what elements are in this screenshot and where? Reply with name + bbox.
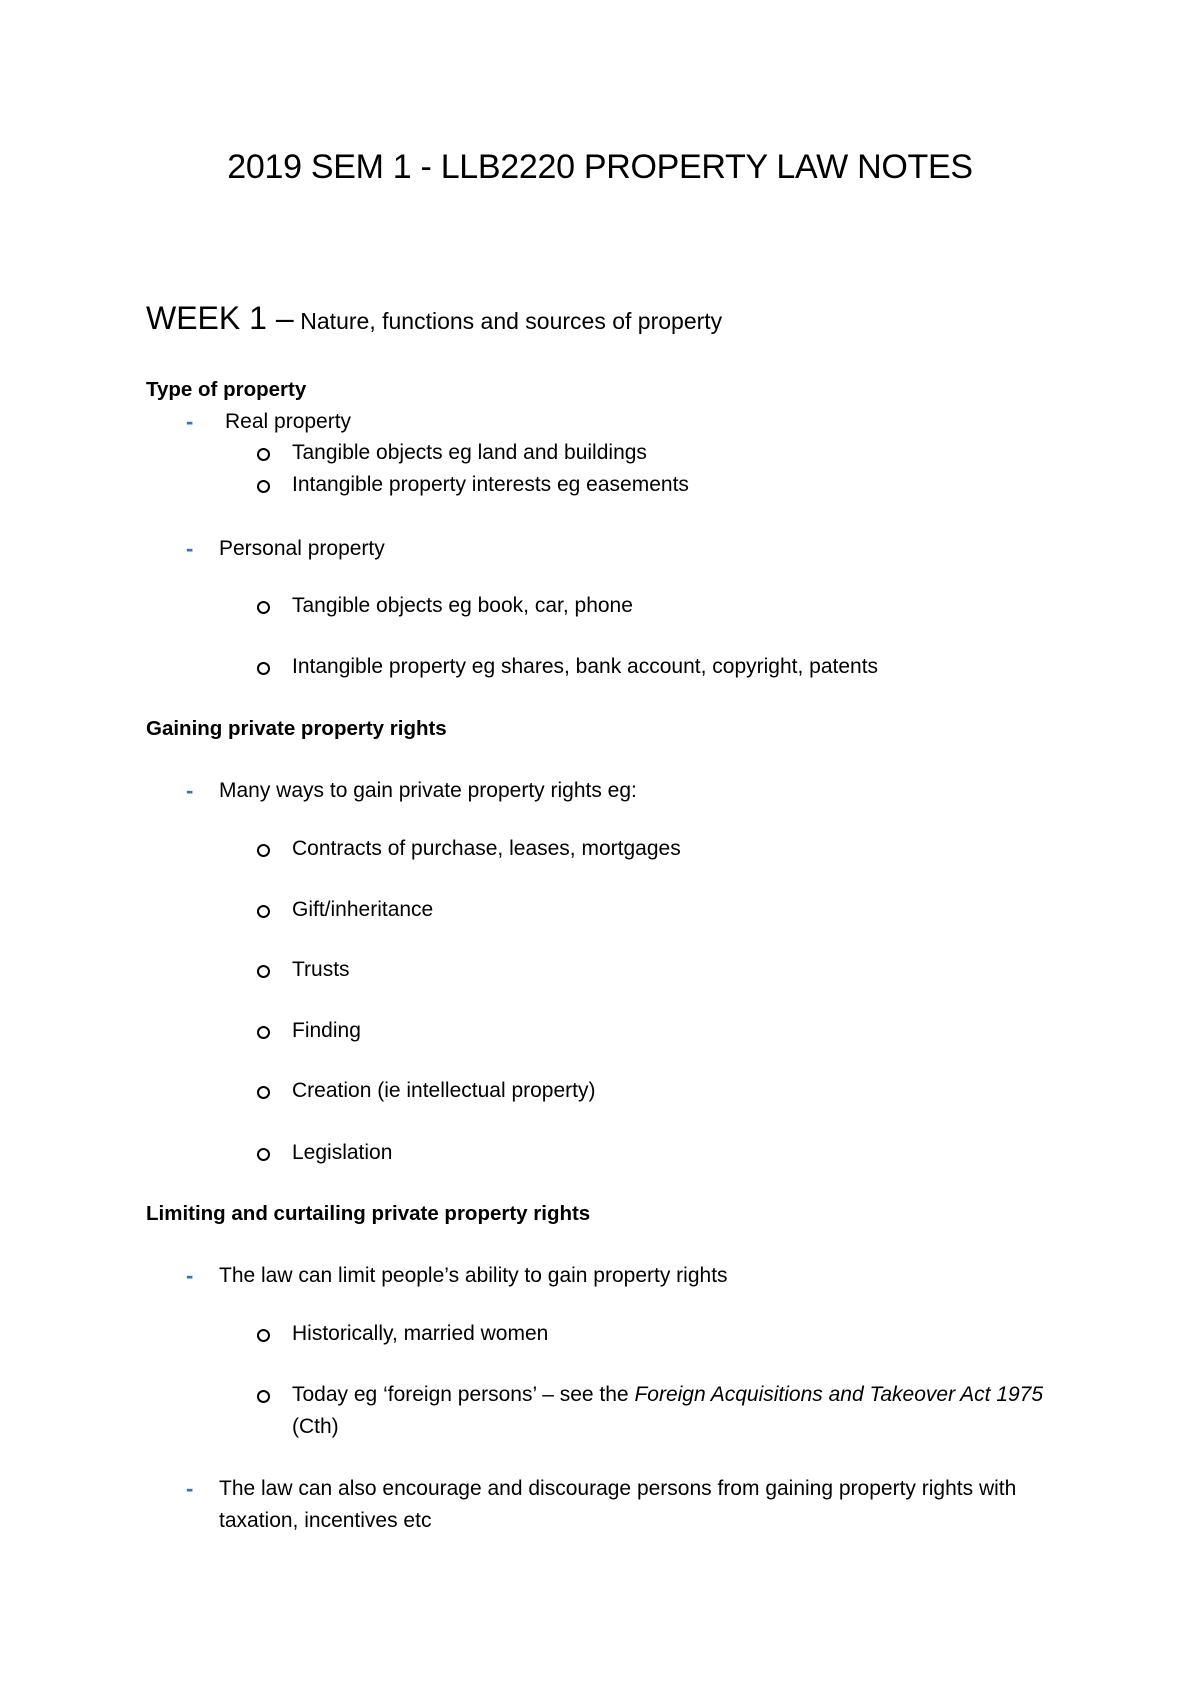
list-item-limit-point: The law can limit people’s ability to gain property rights	[219, 1264, 728, 1287]
list-item: Finding	[292, 1019, 361, 1042]
today-prefix: Today eg ‘foreign persons’ – see the	[292, 1383, 635, 1406]
circle-bullet-icon	[257, 601, 270, 614]
dash-bullet: -	[186, 1263, 194, 1288]
act-name: Foreign Acquisitions and Takeover Act 1975	[634, 1383, 1044, 1406]
list-item-foreign-persons	[292, 1379, 1082, 1443]
dash-bullet: -	[186, 536, 194, 561]
circle-bullet-icon	[257, 905, 270, 918]
circle-bullet-icon	[257, 662, 270, 675]
list-item: Legislation	[292, 1141, 393, 1164]
circle-bullet-icon	[257, 1148, 270, 1161]
list-item: Tangible objects eg land and buildings	[292, 441, 647, 464]
circle-bullet-icon	[257, 1086, 270, 1099]
list-item-gaining-intro: Many ways to gain private property rights eg:	[219, 779, 637, 802]
section-heading-gaining: Gaining private property rights	[146, 717, 447, 740]
list-item-personal-property: Personal property	[219, 537, 385, 560]
list-item-encourage-point: The law can also encourage and discourage persons from gaining property rights with taxation, incentives etc	[219, 1477, 1017, 1532]
list-item: Tangible objects eg book, car, phone	[292, 594, 633, 617]
circle-bullet-icon	[257, 844, 270, 857]
list-item: Historically, married women	[292, 1322, 549, 1345]
today-suffix: (Cth)	[292, 1415, 339, 1438]
circle-bullet-icon	[257, 480, 270, 493]
week-subtitle: Nature, functions and sources of property	[300, 308, 723, 334]
week-label: WEEK 1 –	[146, 300, 294, 336]
circle-bullet-icon	[257, 448, 270, 461]
list-item: Creation (ie intellectual property)	[292, 1079, 596, 1102]
list-item: Contracts of purchase, leases, mortgages	[292, 837, 681, 860]
list-item: Intangible property interests eg easements	[292, 473, 689, 496]
list-item: Trusts	[292, 958, 350, 981]
list-item: Gift/inheritance	[292, 898, 434, 921]
section-heading-limiting: Limiting and curtailing private property rights	[146, 1202, 591, 1225]
dash-bullet: -	[186, 778, 194, 803]
document-title: 2019 SEM 1 - LLB2220 PROPERTY LAW NOTES	[227, 148, 973, 186]
circle-bullet-icon	[257, 1026, 270, 1039]
week-heading	[146, 300, 722, 337]
list-item: Intangible property eg shares, bank account, copyright, patents	[292, 655, 879, 678]
circle-bullet-icon	[257, 1390, 270, 1403]
circle-bullet-icon	[257, 965, 270, 978]
list-item-real-property: Real property	[225, 410, 352, 433]
section-heading-type-of-property: Type of property	[146, 378, 307, 401]
dash-bullet: -	[186, 1476, 194, 1501]
dash-bullet: -	[186, 409, 194, 434]
circle-bullet-icon	[257, 1329, 270, 1342]
